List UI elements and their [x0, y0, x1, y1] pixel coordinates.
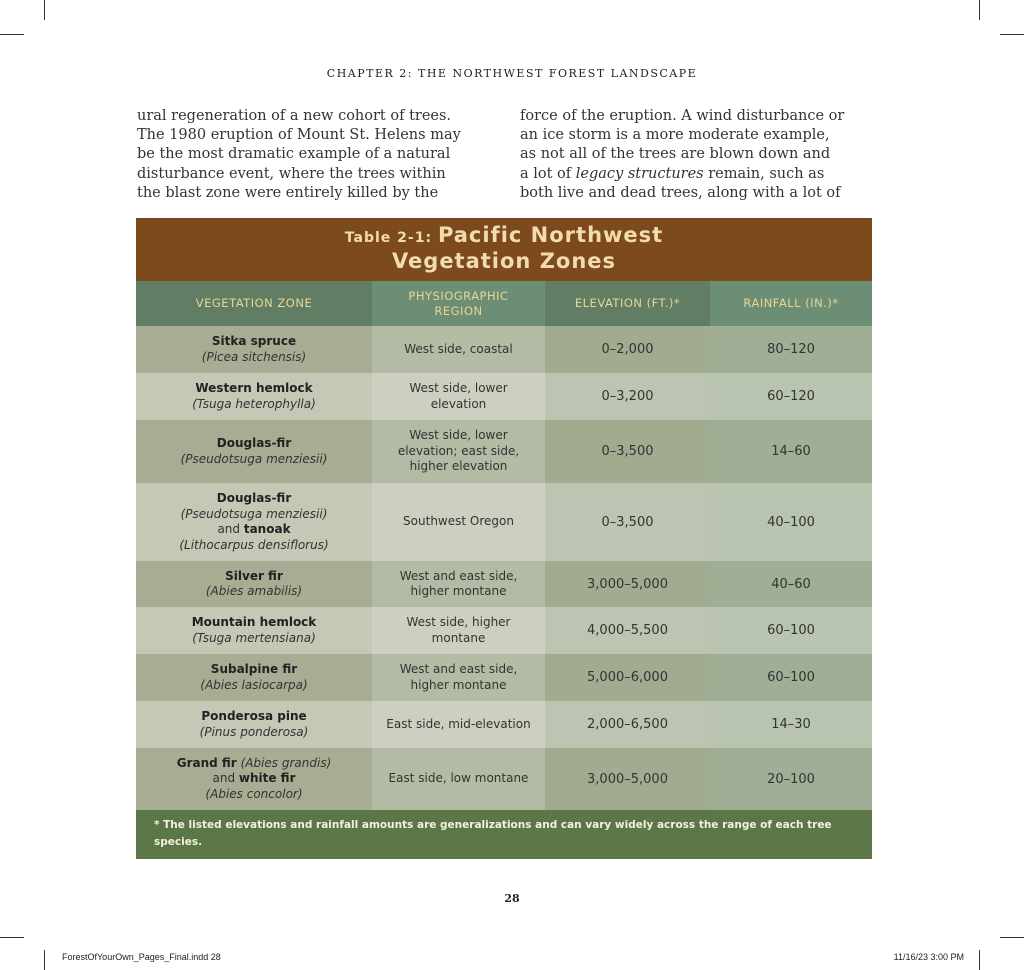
zone-line	[181, 452, 328, 468]
zone-line	[177, 771, 332, 787]
text-line: an ice storm is a more moderate example,	[520, 127, 830, 144]
zone-line	[179, 491, 328, 507]
elevation-cell	[545, 748, 710, 810]
crop-mark	[44, 0, 45, 20]
species-latin-name: (Pseudotsuga menziesii)	[180, 451, 328, 466]
vegetation-zone-cell	[136, 654, 372, 701]
zone-line	[200, 662, 307, 678]
crop-mark	[979, 950, 980, 970]
species-common-name: Subalpine fir	[210, 662, 298, 676]
species-latin-name: (Abies lasiocarpa)	[200, 677, 308, 692]
species-latin-name: (Abies concolor)	[205, 786, 303, 801]
body-text-left-column	[137, 107, 488, 203]
vegetation-zone-cell	[136, 483, 372, 561]
rainfall-cell	[710, 483, 872, 561]
text-run: a lot of	[520, 165, 576, 182]
zone-line	[181, 436, 328, 452]
species-latin-name: (Abies grandis)	[240, 755, 332, 770]
crop-mark	[0, 34, 24, 35]
species-latin-name: (Picea sitchensis)	[201, 349, 307, 364]
species-latin-name: (Pinus ponderosa)	[199, 724, 309, 739]
species-common-name: Douglas-fir	[216, 491, 292, 505]
text-line: be the most dramatic example of a natural	[137, 146, 451, 163]
elevation-value: 0–3,200	[601, 389, 654, 404]
vegetation-zone-text	[202, 334, 306, 365]
vegetation-zone-text	[181, 436, 328, 467]
rainfall-cell	[710, 420, 872, 483]
species-latin-name: (Abies amabilis)	[205, 584, 303, 598]
vegetation-zone-cell	[136, 748, 372, 810]
elevation-value: 5,000–6,000	[587, 670, 668, 685]
rainfall-value: 40–100	[767, 514, 815, 530]
physiographic-region-cell	[372, 373, 545, 420]
zone-line	[202, 350, 306, 366]
physiographic-region-text: West side, coastal	[404, 341, 513, 356]
elevation-cell	[545, 607, 710, 654]
species-common-name: Grand fir	[176, 755, 237, 770]
rainfall-cell	[710, 701, 872, 748]
zone-line	[192, 397, 316, 413]
zone-line	[200, 678, 307, 694]
species-common-name: Sitka spruce	[211, 334, 297, 348]
vegetation-zone-text	[192, 381, 316, 412]
rainfall-cell	[710, 607, 872, 654]
zone-line	[200, 725, 309, 741]
rainfall-cell	[710, 326, 872, 373]
zone-line	[206, 569, 302, 585]
text-line: ural regeneration of a new cohort of trees.	[137, 108, 452, 124]
species-latin-name: (Lithocarpus densiflorus)	[179, 537, 329, 552]
species-common-name: Western hemlock	[195, 381, 313, 395]
rainfall-value: 40–60	[771, 576, 811, 592]
column-header	[372, 281, 545, 326]
elevation-value: 4,000–5,500	[587, 623, 668, 638]
physiographic-region-text: West and east side, higher montane	[399, 662, 518, 692]
species-common-name: Douglas-fir	[216, 436, 292, 450]
zone-line	[179, 507, 328, 523]
text-line: as not all of the trees are blown down and	[520, 146, 831, 163]
column-header-label: VEGETATION ZONE	[195, 296, 313, 310]
rainfall-value: 60–120	[767, 389, 815, 404]
species-common-name: Ponderosa pine	[201, 709, 307, 723]
rainfall-value: 14–30	[771, 717, 811, 732]
rainfall-cell	[710, 654, 872, 701]
table-footnote: * The listed elevations and rainfall amounts are generalizations and can vary widely across the range of each tree species.	[136, 810, 872, 859]
vegetation-zone-text	[192, 615, 317, 646]
physiographic-region-text: Southwest Oregon	[403, 514, 514, 529]
crop-mark	[0, 937, 24, 938]
rainfall-cell	[710, 373, 872, 420]
zone-line	[179, 522, 328, 538]
vegetation-zone-text	[206, 569, 302, 600]
vegetation-zone-cell	[136, 326, 372, 373]
vegetation-zone-cell	[136, 373, 372, 420]
crop-mark	[44, 950, 45, 970]
elevation-cell	[545, 701, 710, 748]
body-text-right-column	[520, 107, 871, 203]
rainfall-value: 60–100	[767, 623, 815, 638]
table-title-line-2: Vegetation Zones	[391, 249, 617, 273]
zone-line	[192, 631, 317, 647]
table-number: Table 2-1:	[344, 230, 438, 246]
physiographic-region-text: West side, lower elevation; east side, higher elevation	[397, 428, 520, 474]
column-header-label: PHYSIOGRAPHIC REGION	[408, 288, 509, 318]
vegetation-zone-cell	[136, 561, 372, 607]
column-header	[710, 281, 872, 326]
physiographic-region-cell	[372, 561, 545, 607]
zone-line	[192, 615, 317, 631]
physiographic-region-cell	[372, 701, 545, 748]
physiographic-region-cell	[372, 420, 545, 483]
vegetation-zone-text	[177, 756, 332, 803]
text-line: both live and dead trees, along with a lot of	[520, 184, 841, 201]
species-common-name: tanoak	[243, 522, 291, 536]
text-line: force of the eruption. A wind disturbance or	[520, 108, 845, 124]
species-common-name: Silver fir	[225, 568, 283, 583]
rainfall-cell	[710, 561, 872, 607]
column-header	[136, 281, 372, 326]
elevation-value: 3,000–5,000	[587, 576, 668, 592]
slug-timestamp: 11/16/23 3:00 PM	[893, 952, 964, 962]
species-latin-name: (Tsuga heterophylla)	[192, 396, 316, 411]
text-run: remain, such as	[703, 165, 825, 182]
rainfall-value: 14–60	[771, 444, 811, 459]
elevation-value: 0–3,500	[601, 444, 654, 459]
running-header: CHAPTER 2: THE NORTHWEST FOREST LANDSCAPE	[326, 67, 698, 80]
rainfall-value: 80–120	[767, 342, 815, 357]
text-line	[520, 165, 871, 184]
crop-mark	[1000, 937, 1024, 938]
physiographic-region-text: West side, higher montane	[406, 615, 511, 645]
vegetation-zones-table	[136, 218, 872, 859]
elevation-value: 2,000–6,500	[587, 717, 668, 732]
text-line: The 1980 eruption of Mount St. Helens may	[137, 127, 461, 144]
rainfall-cell	[710, 748, 872, 810]
zone-line	[177, 756, 332, 772]
physiographic-region-cell	[372, 326, 545, 373]
elevation-value: 0–3,500	[601, 514, 654, 530]
species-common-name: Mountain hemlock	[191, 615, 317, 629]
elevation-value: 0–2,000	[601, 342, 654, 357]
vegetation-zone-cell	[136, 420, 372, 483]
vegetation-zone-text	[200, 662, 307, 693]
elevation-value: 3,000–5,000	[587, 771, 668, 787]
physiographic-region-text: West and east side, higher montane	[399, 568, 518, 598]
column-header	[545, 281, 710, 326]
slug-filename: ForestOfYourOwn_Pages_Final.indd 28	[62, 952, 221, 962]
zone-line	[177, 787, 332, 803]
column-header-label: RAINFALL (IN.)*	[743, 296, 839, 310]
species-latin-name: (Pseudotsuga menziesii)	[180, 506, 328, 521]
crop-mark	[979, 0, 980, 20]
elevation-cell	[545, 561, 710, 607]
column-header-label: ELEVATION (FT.)*	[574, 296, 681, 310]
elevation-cell	[545, 326, 710, 373]
table-title-line-1	[136, 223, 872, 247]
vegetation-zone-cell	[136, 701, 372, 748]
elevation-cell	[545, 420, 710, 483]
physiographic-region-cell	[372, 748, 545, 810]
vegetation-zone-cell	[136, 607, 372, 654]
physiographic-region-text: West side, lower elevation	[409, 381, 508, 411]
zone-line	[202, 334, 306, 350]
crop-mark	[1000, 34, 1024, 35]
zone-line	[179, 538, 328, 554]
zone-line	[192, 381, 316, 397]
rainfall-value: 60–100	[767, 670, 815, 685]
emphasis-term: legacy structures	[575, 165, 704, 182]
rainfall-value: 20–100	[767, 771, 815, 787]
table-title-main: Pacific Northwest	[437, 223, 664, 247]
elevation-cell	[545, 483, 710, 561]
species-latin-name: (Tsuga mertensiana)	[192, 630, 316, 645]
conjunction: and	[217, 522, 241, 536]
table-title	[136, 218, 872, 281]
elevation-cell	[545, 654, 710, 701]
physiographic-region-cell	[372, 654, 545, 701]
zone-line	[200, 709, 309, 725]
vegetation-zone-text	[200, 709, 309, 740]
conjunction: and	[212, 771, 236, 786]
elevation-cell	[545, 373, 710, 420]
text-line: disturbance event, where the trees within	[137, 165, 446, 182]
physiographic-region-text: East side, mid-elevation	[386, 716, 531, 731]
text-line: the blast zone were entirely killed by the	[137, 184, 439, 201]
page-number: 28	[504, 892, 520, 905]
zone-line	[206, 584, 302, 600]
species-common-name: white fir	[238, 771, 296, 786]
physiographic-region-cell	[372, 607, 545, 654]
physiographic-region-text: East side, low montane	[388, 771, 529, 786]
physiographic-region-cell	[372, 483, 545, 561]
vegetation-zone-text	[179, 491, 328, 553]
